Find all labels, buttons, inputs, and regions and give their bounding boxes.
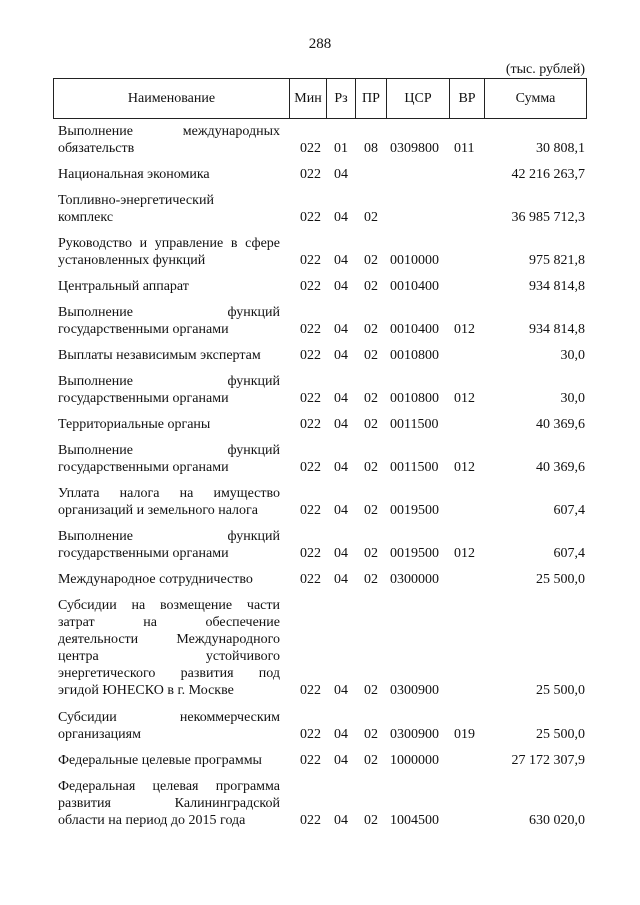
row-pr: 02 [364, 503, 378, 518]
row-vr: 019 [454, 727, 475, 742]
row-vr: 012 [454, 322, 475, 337]
row-min: 022 [300, 460, 321, 475]
row-rz: 04 [334, 322, 348, 337]
row-sum: 934 814,8 [529, 279, 585, 294]
row-rz: 04 [334, 460, 348, 475]
row-min: 022 [300, 391, 321, 406]
row-name [58, 347, 280, 364]
row-csr: 1004500 [390, 813, 439, 828]
row-name [58, 571, 280, 588]
row-sum: 630 020,0 [529, 813, 585, 828]
row-pr: 02 [364, 210, 378, 225]
row-name-line: Федеральные целевые программы [58, 753, 262, 768]
row-rz: 04 [334, 546, 348, 561]
row-pr: 02 [364, 572, 378, 587]
row-name-line: Выполнение функций [58, 374, 280, 389]
row-sum: 40 369,6 [536, 417, 585, 432]
row-name [58, 278, 280, 295]
row-name [58, 166, 280, 183]
row-csr: 0019500 [390, 546, 439, 561]
row-sum: 25 500,0 [536, 727, 585, 742]
row-rz: 04 [334, 683, 348, 698]
row-name-line: области на период до 2015 года [58, 813, 246, 828]
row-csr: 0010800 [390, 348, 439, 363]
row-name-line: Выплаты независимым экспертам [58, 348, 261, 363]
row-sum: 42 216 263,7 [511, 167, 585, 182]
row-name-line: Территориальные органы [58, 417, 211, 432]
row-sum: 30,0 [560, 348, 585, 363]
row-name-line: Выполнение функций [58, 305, 280, 320]
row-csr: 0300900 [390, 727, 439, 742]
row-rz: 04 [334, 348, 348, 363]
row-min: 022 [300, 210, 321, 225]
row-name-line: Руководство и управление в сфере [58, 236, 280, 251]
row-name-line: обязательств [58, 141, 135, 156]
row-name [58, 528, 280, 562]
row-min: 022 [300, 813, 321, 828]
row-min: 022 [300, 727, 321, 742]
units-label: (тыс. рублей) [505, 62, 585, 77]
row-rz: 04 [334, 813, 348, 828]
row-pr: 08 [364, 141, 378, 156]
row-min: 022 [300, 141, 321, 156]
row-name-line: Центральный аппарат [58, 279, 189, 294]
row-csr: 0300000 [390, 572, 439, 587]
row-csr: 0011500 [390, 460, 439, 475]
row-min: 022 [300, 546, 321, 561]
row-rz: 04 [334, 253, 348, 268]
row-sum: 607,4 [553, 546, 585, 561]
row-csr: 0010800 [390, 391, 439, 406]
row-name-line: эгидой ЮНЕСКО в г. Москве [58, 683, 234, 698]
row-name [58, 709, 280, 743]
header-pr: ПР [356, 79, 387, 118]
row-sum: 30 808,1 [536, 141, 585, 156]
row-name-line: Субсидии некоммерческим [58, 710, 280, 725]
row-sum: 975 821,8 [529, 253, 585, 268]
row-vr: 011 [454, 141, 475, 156]
row-name-line: комплекс [58, 210, 114, 225]
row-min: 022 [300, 167, 321, 182]
row-csr: 0011500 [390, 417, 439, 432]
row-pr: 02 [364, 322, 378, 337]
row-sum: 40 369,6 [536, 460, 585, 475]
row-pr: 02 [364, 391, 378, 406]
header-name: Наименование [54, 79, 290, 118]
row-rz: 04 [334, 417, 348, 432]
row-pr: 02 [364, 813, 378, 828]
header-rz: Рз [327, 79, 356, 118]
row-min: 022 [300, 253, 321, 268]
row-sum: 607,4 [553, 503, 585, 518]
row-pr: 02 [364, 727, 378, 742]
row-vr: 012 [454, 391, 475, 406]
row-name [58, 235, 280, 269]
row-sum: 25 500,0 [536, 572, 585, 587]
row-name-line: Выполнение функций [58, 529, 280, 544]
table-header [53, 78, 587, 119]
row-name [58, 123, 280, 157]
row-name-line: Международное сотрудничество [58, 572, 253, 587]
row-pr: 02 [364, 253, 378, 268]
row-sum: 36 985 712,3 [511, 210, 585, 225]
row-name-line: государственными органами [58, 322, 229, 337]
row-min: 022 [300, 348, 321, 363]
row-name-line: деятельности Международного [58, 632, 280, 647]
row-name-line: развития Калининградской [58, 796, 280, 811]
row-name-line: государственными органами [58, 391, 229, 406]
row-pr: 02 [364, 683, 378, 698]
row-name-line: Уплата налога на имущество [58, 486, 280, 501]
row-name-line: Федеральная целевая программа [58, 779, 280, 794]
row-csr: 0010000 [390, 253, 439, 268]
row-name-line: Национальная экономика [58, 167, 210, 182]
row-pr: 02 [364, 546, 378, 561]
row-rz: 04 [334, 391, 348, 406]
row-min: 022 [300, 322, 321, 337]
header-min: Мин [290, 79, 327, 118]
row-name [58, 778, 280, 829]
row-name-line: Топливно-энергетический [58, 193, 214, 208]
row-rz: 04 [334, 503, 348, 518]
row-pr: 02 [364, 417, 378, 432]
row-name [58, 597, 280, 699]
row-csr: 0300900 [390, 683, 439, 698]
row-rz: 04 [334, 167, 348, 182]
row-vr: 012 [454, 460, 475, 475]
row-min: 022 [300, 572, 321, 587]
row-vr: 012 [454, 546, 475, 561]
row-name-line: государственными органами [58, 460, 229, 475]
header-vr: ВР [450, 79, 485, 118]
row-name [58, 752, 280, 769]
row-min: 022 [300, 683, 321, 698]
row-name-line: Выполнение функций [58, 443, 280, 458]
row-sum: 30,0 [560, 391, 585, 406]
row-csr: 1000000 [390, 753, 439, 768]
row-rz: 04 [334, 210, 348, 225]
row-name [58, 304, 280, 338]
row-csr: 0010400 [390, 279, 439, 294]
row-name [58, 373, 280, 407]
row-name [58, 416, 280, 433]
row-rz: 04 [334, 279, 348, 294]
row-name-line: Выполнение международных [58, 124, 280, 139]
row-rz: 04 [334, 572, 348, 587]
row-name-line: государственными органами [58, 546, 229, 561]
row-name-line: центра устойчивого [58, 649, 280, 664]
page-number: 288 [308, 36, 332, 52]
row-pr: 02 [364, 753, 378, 768]
row-csr: 0010400 [390, 322, 439, 337]
row-min: 022 [300, 753, 321, 768]
row-name-line: организациям [58, 727, 141, 742]
row-pr: 02 [364, 279, 378, 294]
row-min: 022 [300, 417, 321, 432]
row-name [58, 192, 280, 226]
row-sum: 25 500,0 [536, 683, 585, 698]
row-sum: 27 172 307,9 [511, 753, 585, 768]
row-name-line: установленных функций [58, 253, 206, 268]
header-sum: Сумма [515, 91, 556, 106]
row-rz: 04 [334, 727, 348, 742]
row-csr: 0309800 [390, 141, 439, 156]
row-pr: 02 [364, 348, 378, 363]
row-name [58, 442, 280, 476]
row-rz: 01 [334, 141, 348, 156]
row-name-line: организаций и земельного налога [58, 503, 258, 518]
row-min: 022 [300, 279, 321, 294]
row-rz: 04 [334, 753, 348, 768]
row-sum: 934 814,8 [529, 322, 585, 337]
row-pr: 02 [364, 460, 378, 475]
row-name [58, 485, 280, 519]
row-min: 022 [300, 503, 321, 518]
row-name-line: затрат на обеспечение [58, 615, 280, 630]
row-csr: 0019500 [390, 503, 439, 518]
row-name-line: Субсидии на возмещение части [58, 598, 280, 613]
row-name-line: энергетического развития под [58, 666, 280, 681]
header-csr: ЦСР [387, 79, 450, 118]
